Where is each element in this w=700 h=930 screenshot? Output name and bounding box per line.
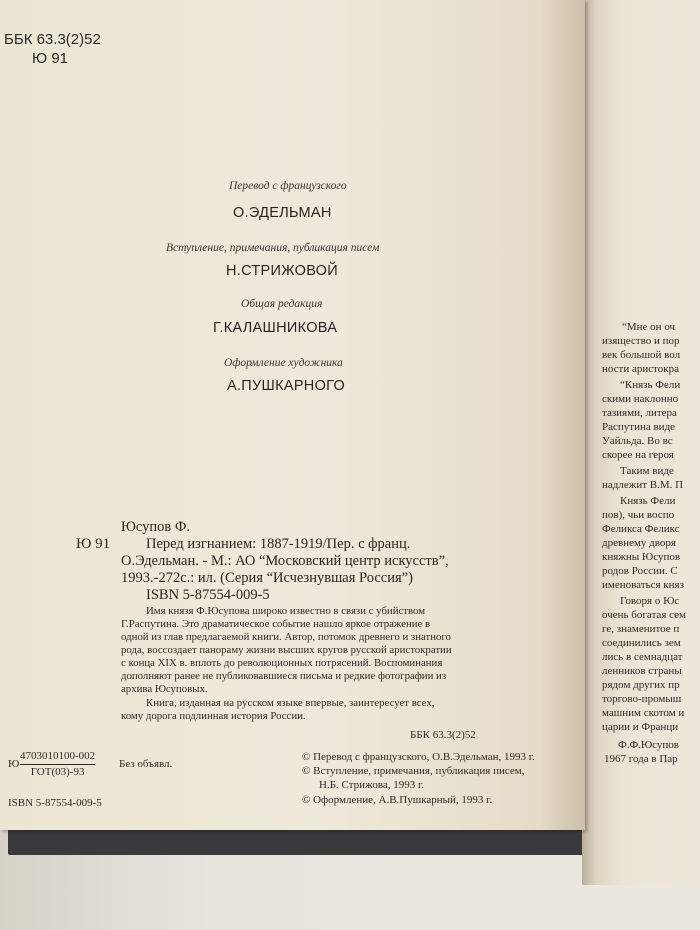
annotation-line-9: кому дорога подлинная история России. bbox=[121, 710, 306, 722]
copyright-line-1: © Перевод с французского, О.В.Эдельман, 1993 г. bbox=[302, 751, 535, 763]
credit-role-artist: Оформление художника bbox=[224, 357, 343, 369]
credit-name-editor: Г.КАЛАШНИКОВА bbox=[213, 320, 338, 336]
annotation-line-3: одной из глав предлагаемой книги. Автор, потомок древнего и знатного bbox=[121, 631, 451, 643]
biblio-line-2: О.Эдельман. - М.: АО “Московский центр искусств”, bbox=[121, 553, 449, 569]
udc-code: Ю 91 bbox=[32, 50, 69, 67]
biblio-line-3: 1993.-272с.: ил. (Серия “Исчезнувшая Россия”) bbox=[121, 570, 413, 586]
right-page-line: царии и Франци bbox=[602, 721, 679, 733]
right-page-line: тазиями, литера bbox=[602, 407, 677, 419]
right-page-line: Феликса Феликс bbox=[602, 523, 680, 535]
right-page-line: век большой вол bbox=[602, 349, 681, 361]
footer-numerator: 4703010100-002 bbox=[20, 749, 95, 765]
copyright-line-2: © Вступление, примечания, публикация писем, bbox=[302, 765, 525, 777]
credit-name-artist: А.ПУШКАРНОГО bbox=[227, 378, 346, 394]
biblio-isbn: ISBN 5-87554-009-5 bbox=[146, 587, 270, 603]
right-page bbox=[582, 0, 700, 885]
annotation-line-4: рода, воссоздает панораму жизни высших кругов русской аристократии bbox=[121, 644, 452, 656]
right-page-line: Князь Фели bbox=[620, 495, 676, 507]
right-page-line: лись в семнадцат bbox=[602, 651, 683, 663]
right-page-line: соединились зем bbox=[602, 637, 681, 649]
annotation-line-2: Г.Распутина. Это драматическое событие нашло яркое отражение в bbox=[121, 618, 431, 630]
biblio-code: Ю 91 bbox=[76, 536, 111, 552]
footer-isbn: ISBN 5-87554-009-5 bbox=[8, 797, 102, 809]
credit-role-introduction: Вступление, примечания, публикация писем bbox=[166, 242, 380, 254]
footer-fraction bbox=[20, 749, 95, 779]
right-page-line: Таким виде bbox=[620, 465, 674, 477]
right-page-line: родов России. С bbox=[602, 565, 678, 577]
right-page-line: скими наклонно bbox=[602, 393, 679, 405]
bleed-through-print bbox=[60, 95, 580, 355]
right-page-line: ленников страны bbox=[602, 665, 682, 677]
biblio-line-1: Перед изгнанием: 1887-1919/Пер. с франц. bbox=[146, 536, 411, 552]
right-page-line: Ф.Ф.Юсупов bbox=[618, 739, 680, 751]
annotation-line-6: дополняют ранее не публиковавшиеся письма и редкие фотографии из bbox=[121, 670, 447, 682]
footer-denominator: ГОТ(03)-93 bbox=[30, 766, 85, 778]
right-page-line: Говоря о Юс bbox=[620, 595, 680, 607]
right-page-line: Распутина виде bbox=[602, 421, 676, 433]
right-page-line: скорее на героя bbox=[602, 449, 674, 461]
copyright-line-3: Н.Б. Стрижова, 1993 г. bbox=[319, 779, 425, 791]
annotation-line-1: Имя князя Ф.Юсупова широко известно в связи с убийством bbox=[146, 605, 426, 617]
annotation-line-8: Книга, изданная на русском языке впервые, заинтересует всех, bbox=[146, 697, 435, 709]
right-page-line: очень богатая сем bbox=[602, 609, 686, 621]
right-page-line: “Князь Фели bbox=[620, 379, 681, 391]
credit-role-translation: Перевод с французского bbox=[229, 180, 347, 192]
right-page-line: именоваться княз bbox=[602, 579, 684, 591]
right-page-line: ге, знаменитое п bbox=[602, 623, 680, 635]
right-page-line: “Мне он оч bbox=[622, 321, 676, 333]
right-page-line: пов), чьи воспо bbox=[602, 509, 675, 521]
bbk-code-bottom: ББК 63.3(2)52 bbox=[410, 729, 476, 741]
bbk-code: ББК 63.3(2)52 bbox=[4, 31, 101, 48]
annotation-line-5: с конца XIX в. вплоть до революционных потрясений. Воспоминания bbox=[121, 657, 443, 669]
right-page-line: древнему дворя bbox=[602, 537, 676, 549]
credit-name-translator: О.ЭДЕЛЬМАН bbox=[233, 205, 332, 221]
copyright-line-4: © Оформление, А.В.Пушкарный, 1993 г. bbox=[302, 794, 493, 806]
biblio-author: Юсупов Ф. bbox=[121, 519, 190, 535]
right-page-line: машним скотом и bbox=[602, 707, 685, 719]
right-page-line: надлежит В.М. П bbox=[602, 479, 684, 491]
footer-note: Без объявл. bbox=[119, 758, 173, 770]
right-page-line: торгово-промыш bbox=[602, 693, 682, 705]
footer-code-prefix: Ю bbox=[8, 758, 20, 770]
bbk-codes-top bbox=[4, 30, 101, 68]
right-page-line: ности аристокра bbox=[602, 363, 680, 375]
credit-name-introduction: Н.СТРИЖОВОЙ bbox=[226, 263, 338, 279]
credit-role-editor: Общая редакция bbox=[241, 298, 323, 310]
right-page-line: 1967 года в Пар bbox=[604, 753, 678, 765]
right-page-line: княжны Юсупов bbox=[602, 551, 681, 563]
annotation-line-7: архива Юсуповых. bbox=[121, 683, 208, 695]
right-page-line: изящество и пор bbox=[602, 335, 680, 347]
right-page-line: Уайльда. Во вс bbox=[602, 435, 673, 447]
right-page-line: рядом других пр bbox=[602, 679, 680, 691]
